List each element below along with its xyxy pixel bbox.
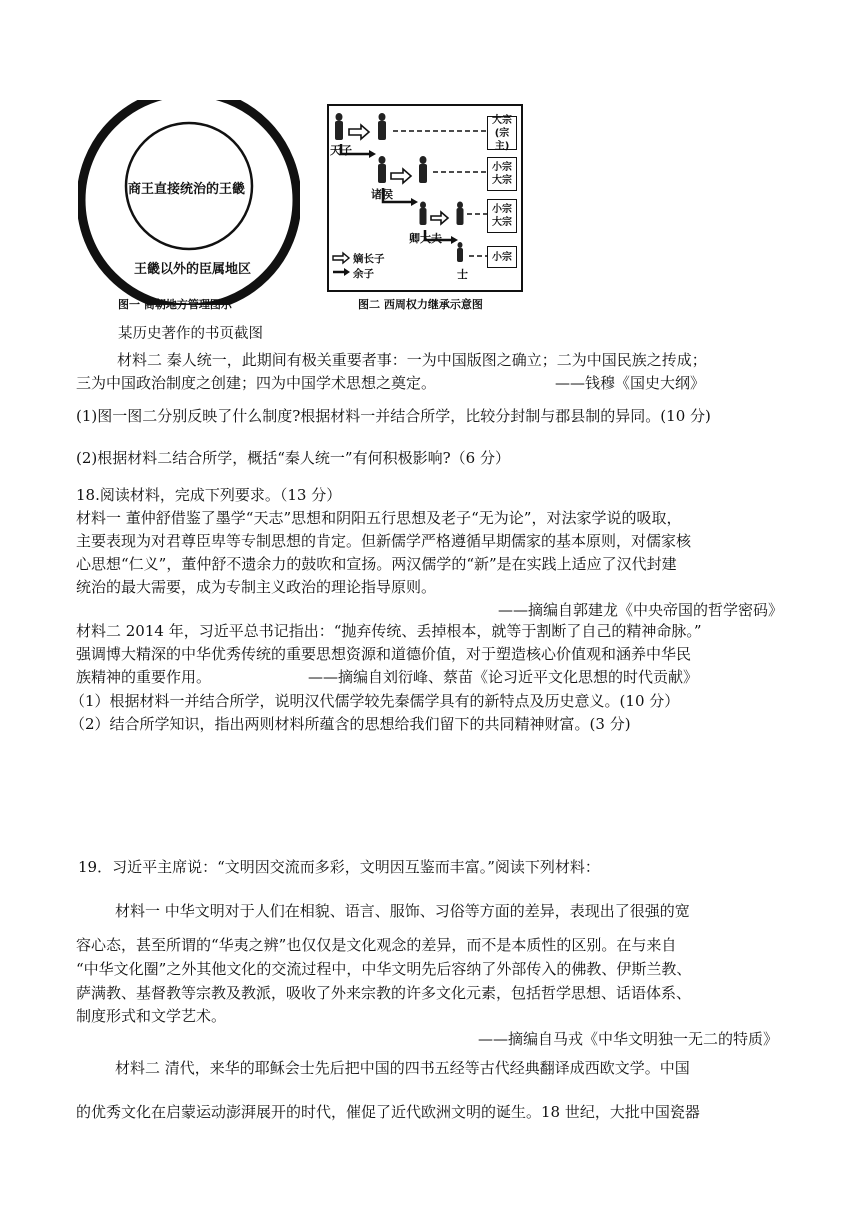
level-shi: 士 bbox=[457, 268, 468, 281]
q19-header: 19．习近平主席说：“文明因交流而多彩，文明因互鉴而丰富。”阅读下列材料： bbox=[78, 858, 600, 876]
q19-m1-source: ——摘编自马戎《中华文明独一无二的特质》 bbox=[478, 1030, 779, 1048]
q19-m1-line4: 萨满教、基督教等宗教及教派，吸收了外来宗教的许多文化元素，包括哲学思想、话语体系、 bbox=[76, 984, 692, 1002]
box-xiaozong bbox=[487, 246, 517, 268]
box-line: 大宗 bbox=[492, 114, 512, 126]
q19-m1-line3: “中华文化圈”之外其他文化的交流过程中，中华文明先后容纳了外部传入的佛教、伊斯兰教、 bbox=[76, 960, 692, 978]
box-line: 小宗 bbox=[492, 251, 512, 263]
legend-dizhangzi: 嫡长子 bbox=[353, 253, 385, 265]
q18-m1-source: ——摘编自郭建龙《中央帝国的哲学密码》 bbox=[498, 601, 784, 619]
box-line: 大宗 bbox=[492, 217, 512, 228]
q19-m1-line5: 制度形式和文学艺术。 bbox=[76, 1007, 227, 1025]
figure-2-caption: 图二 西周权力继承示意图 bbox=[358, 298, 483, 311]
box-line: (宗主) bbox=[494, 127, 510, 152]
q17-material2-line2: 三为中国政治制度之创建；四为中国学术思想之奠定。 bbox=[76, 374, 437, 392]
q17-sub1: (1)图一图二分别反映了什么制度?根据材料一并结合所学，比较分封制与郡县制的异同。(10 分) bbox=[76, 407, 711, 425]
level-tianzi: 天子 bbox=[330, 144, 352, 157]
legend-yuzi: 余子 bbox=[353, 268, 374, 280]
q18-m1-line1: 材料一 董仲舒借鉴了墨学“天志”思想和阴阳五行思想及老子“无为论”，对法家学说的吸取， bbox=[76, 509, 682, 527]
q19-m1-line1: 材料一 中华文明对于人们在相貌、语言、服饰、习俗等方面的差异，表现出了很强的宽 bbox=[115, 902, 690, 920]
q18-sub2: （2）结合所学知识，指出两则材料所蕴含的思想给我们留下的共同精神财富。(3 分) bbox=[70, 715, 631, 733]
q18-m2-line1: 材料二 2014 年，习近平总书记指出：“抛弃传统、丢掉根本，就等于割断了自己的精神命脉。” bbox=[76, 622, 702, 640]
q18-m2-line3b: ——摘编自刘衍峰、蔡苗《论习近平文化思想的时代贡献》 bbox=[308, 668, 699, 686]
figure-1-outer-label: 王畿以外的臣属地区 bbox=[134, 262, 252, 277]
level-qingdafu: 卿大夫 bbox=[409, 232, 442, 245]
box-xiaozong-dazong-1 bbox=[487, 157, 517, 191]
q19-m2-line1: 材料二 清代，来华的耶稣会士先后把中国的四书五经等古代经典翻译成西欧文学。中国 bbox=[115, 1059, 690, 1077]
box-dazong-zongzhu bbox=[487, 116, 517, 150]
q18-m1-line4: 统治的最大需要，成为专制主义政治的理论指导原则。 bbox=[76, 578, 437, 596]
q19-m1-line2: 容心态，甚至所谓的“华夷之辨”也仅仅是文化观念的差异，而不是本质性的区别。在与来自 bbox=[76, 936, 677, 954]
source-note: 某历史著作的书页截图 bbox=[118, 326, 263, 342]
box-line: 大宗 bbox=[492, 175, 512, 186]
q19-m2-line2: 的优秀文化在启蒙运动澎湃展开的时代，催促了近代欧洲文明的诞生。18 世纪，大批中国瓷器 bbox=[76, 1103, 700, 1121]
level-zhuhou: 诸侯 bbox=[371, 188, 393, 201]
q18-m2-line3a: 族精神的重要作用。 bbox=[76, 668, 212, 686]
q18-sub1: （1）根据材料一并结合所学，说明汉代儒学较先秦儒学具有的新特点及历史意义。(10 分） bbox=[70, 692, 680, 710]
q18-m1-line3: 心思想“仁义”，董仲舒不遗余力的鼓吹和宣扬。两汉儒学的“新”是在实践上适应了汉代封建 bbox=[76, 555, 677, 573]
box-line: 小宗 bbox=[492, 162, 512, 173]
q17-material2-source: ——钱穆《国史大纲》 bbox=[555, 374, 706, 392]
figure-1 bbox=[78, 100, 300, 325]
box-line: 小宗 bbox=[492, 204, 512, 215]
q17-material2-line1: 材料二 秦人统一，此期间有极关重要者事：一为中国版图之确立；二为中国民族之抟成； bbox=[117, 351, 707, 369]
box-xiaozong-dazong-2 bbox=[487, 199, 517, 233]
q18-m2-line2: 强调博大精深的中华优秀传统的重要思想资源和道德价值，对于塑造核心价值观和涵养中华民 bbox=[76, 645, 692, 663]
figure-1-inner-label: 商王直接统治的王畿 bbox=[128, 182, 246, 197]
q18-header: 18.阅读材料，完成下列要求。（13 分） bbox=[76, 486, 342, 504]
q18-m1-line2: 主要表现为对君尊臣卑等专制思想的肯定。但新儒学严格遵循早期儒家的基本原则，对儒家核 bbox=[76, 532, 692, 550]
figure-2 bbox=[327, 104, 523, 292]
figure-1-caption: 图一 商朝地方管理图示 bbox=[118, 298, 232, 311]
q17-sub2: (2)根据材料二结合所学，概括“秦人统一”有何积极影响?（6 分） bbox=[76, 449, 510, 467]
